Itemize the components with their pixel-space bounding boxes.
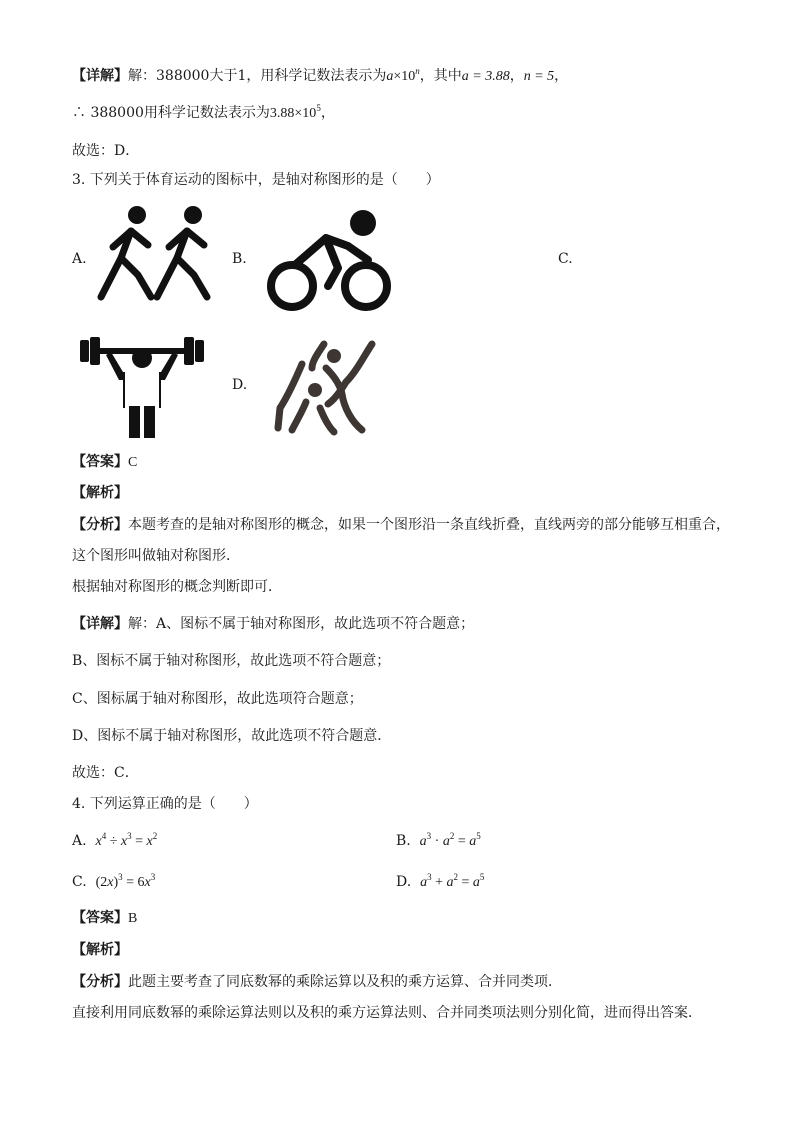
- q3-answer: [72, 453, 137, 472]
- q2-therefore-line: [72, 104, 335, 123]
- q3-fenxi-3: 根据轴对称图形的概念判断即可．: [72, 579, 282, 595]
- q4-b-label: B.: [396, 833, 411, 849]
- fenxi-text: 本题考查的是轴对称图形的概念，如果一个图形沿一条直线折叠，直线两旁的部分能够互相重合，: [128, 517, 730, 533]
- two-runners-icon: [93, 203, 213, 303]
- q3-fenxi-1: [72, 516, 730, 534]
- separator: ，: [509, 68, 524, 84]
- q4-fenxi-1: [72, 973, 562, 991]
- n-value: n = 5: [523, 69, 555, 84]
- q2-choice: 故选：D．: [72, 143, 140, 159]
- punct: ，: [320, 105, 335, 121]
- q4-answer: [72, 909, 137, 928]
- q4-option-c: C. $(2x)^3 = 6x^3$: [72, 872, 156, 890]
- q4-option-b: B. $a^3 \cdot a^2 = a^5$: [396, 831, 481, 849]
- weightlifter-icon: [77, 332, 207, 442]
- judo-icon: [272, 338, 382, 438]
- formula-exponent: n: [415, 66, 420, 76]
- q4-option-a: A. $x^4 \div x^3 = x^2$: [72, 831, 158, 849]
- answer-tag: 【答案】: [72, 910, 128, 926]
- option-d-label: D.: [232, 377, 248, 393]
- q4-c-label: C.: [72, 874, 87, 890]
- option-c-label: C.: [558, 251, 573, 267]
- result-base: 3.88×10: [269, 106, 317, 121]
- result-exponent: 5: [316, 103, 321, 113]
- option-b-label: B.: [232, 251, 247, 267]
- q4-d-label: D.: [396, 874, 412, 890]
- detail-intro: 解：388000大于1，用科学记数法表示为: [128, 68, 387, 84]
- q2-detail-line: [72, 67, 568, 86]
- q3-detail-b: B、图标不属于轴对称图形，故此选项不符合题意；: [72, 653, 391, 669]
- formula-times-ten: ×10: [393, 69, 416, 84]
- q3-detail-a: [72, 615, 474, 633]
- q4-analysis-tag: 【解析】: [72, 942, 128, 958]
- a-value: a = 3.88: [461, 69, 510, 84]
- fenxi-tag: 【分析】: [72, 974, 128, 990]
- q3-fenxi-2: 这个图形叫做轴对称图形．: [72, 548, 240, 564]
- therefore-text: ∴ 388000用科学记数法表示为: [72, 105, 270, 121]
- q4-option-d: D. $a^3 + a^2 = a^5$: [396, 872, 485, 890]
- q4-a-label: A.: [72, 833, 87, 849]
- q4-fenxi-2: 直接利用同底数幂的乘除运算法则以及积的乘方运算法则、合并同类项法则分别化简，进而得出答案．: [72, 1005, 702, 1021]
- q3-analysis-tag: 【解析】: [72, 485, 128, 501]
- fenxi-text: 此题主要考查了同底数幂的乘除运算以及积的乘方运算、合并同类项．: [128, 974, 562, 990]
- punct: ，: [554, 68, 569, 84]
- detail-a-text: 解：A、图标不属于轴对称图形，故此选项不符合题意；: [128, 616, 475, 632]
- fenxi-tag: 【分析】: [72, 517, 128, 533]
- q3-stem: 3. 下列关于体育运动的图标中，是轴对称图形的是（ ）: [72, 172, 440, 188]
- q3-detail-d: D、图标不属于轴对称图形，故此选项不符合题意．: [72, 728, 392, 744]
- detail-tag: 【详解】: [72, 616, 128, 632]
- q3-choice: 故选：C．: [72, 765, 139, 781]
- detail-tag: 【详解】: [72, 68, 128, 84]
- answer-value: B: [128, 911, 138, 926]
- formula-a: a: [386, 69, 394, 84]
- answer-value: C: [128, 455, 138, 470]
- cyclist-icon: [266, 208, 394, 312]
- q3-detail-c: C、图标属于轴对称图形，故此选项符合题意；: [72, 691, 363, 707]
- answer-tag: 【答案】: [72, 454, 128, 470]
- q4-stem: 4. 下列运算正确的是（ ）: [72, 796, 258, 812]
- option-a-label: A.: [72, 251, 87, 267]
- detail-where: ，其中: [419, 68, 462, 84]
